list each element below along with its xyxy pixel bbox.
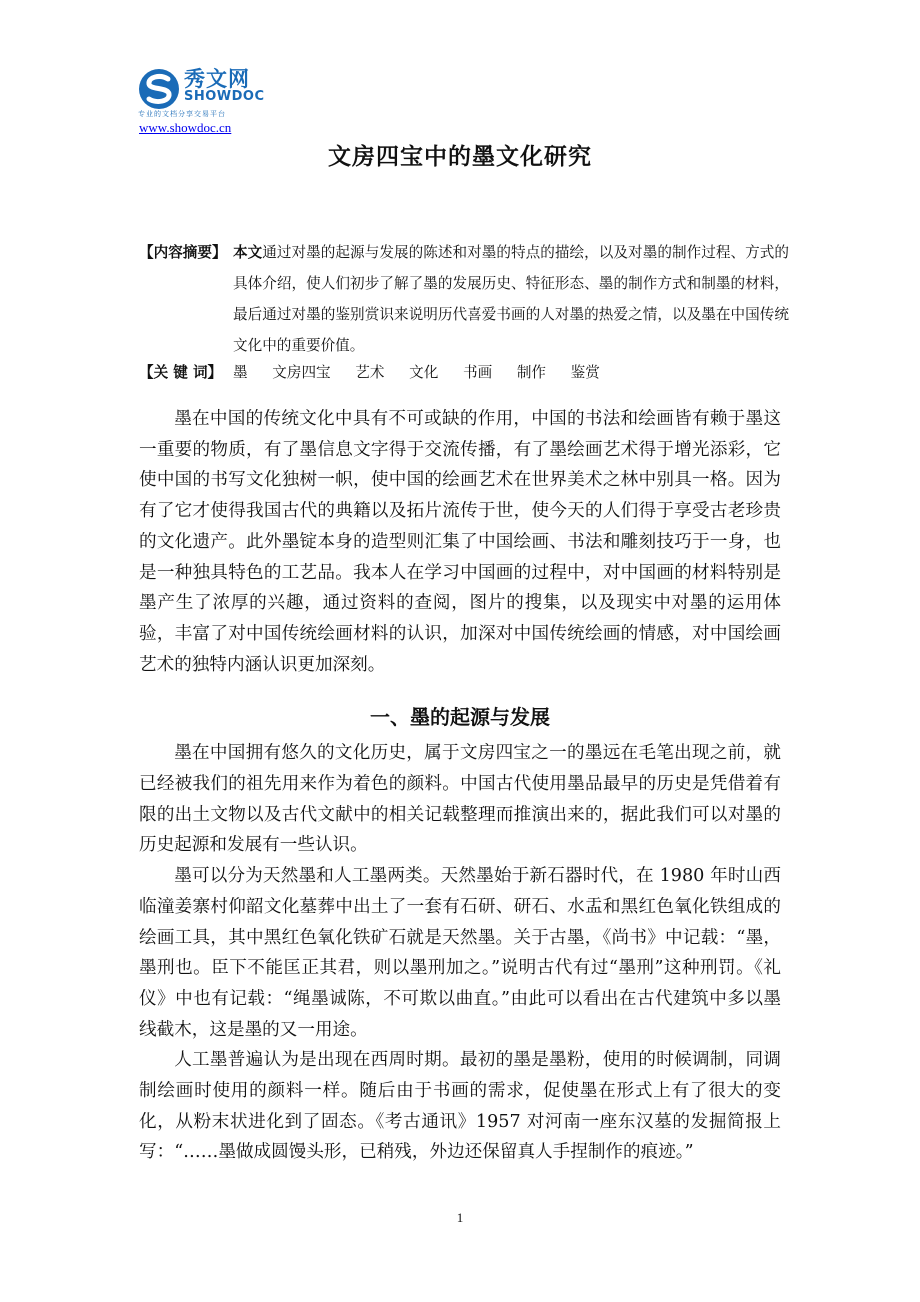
site-url-link[interactable]: www.showdoc.cn xyxy=(139,120,232,135)
keywords-list xyxy=(233,357,620,388)
section-heading: 一、墨的起源与发展 xyxy=(370,705,550,730)
body-paragraph: 人工墨普遍认为是出现在西周时期。最初的墨是墨粉，使用的时候调制，同调制绘画时使用的颜料一样。随后由于书画的需求，促使墨在形式上有了很大的变化，从粉末状进化到了固态。《考古通讯》1957 对河南一座东汉墓的发掘简报上写：“……墨做成圆馒头形，已稍残，外边还保留真人手捏制作的痕迹。” xyxy=(139,1050,781,1163)
logo-chinese-name: 秀文网 xyxy=(184,67,250,91)
keyword: 文房四宝 xyxy=(272,364,331,381)
abstract-row xyxy=(139,237,789,361)
keywords-row xyxy=(139,357,789,388)
body-paragraph: 墨在中国拥有悠久的文化历史，属于文房四宝之一的墨远在毛笔出现之前，就已经被我们的祖先用来作为着色的颜料。中国古代使用墨品最早的历史是凭借着有限的出土文物以及古代文献中的相关记载整理而推演出来的，据此我们可以对墨的历史起源和发展有一些认识。 xyxy=(139,743,781,856)
keyword: 制作 xyxy=(516,364,547,381)
showdoc-logo xyxy=(138,66,278,118)
document-body xyxy=(139,404,781,1168)
abstract-lead: 本文 xyxy=(233,244,263,261)
abstract-text: 通过对墨的起源与发展的陈述和对墨的特点的描绘，以及对墨的制作过程、方式的具体介绍，使人们初步了解了墨的发展历史、特征形态、墨的制作方式和制墨的材料，最后通过对墨的鉴别赏识来说明历代喜爱书画的人对墨的热爱之情，以及墨在中国传统文化中的重要价值。 xyxy=(233,244,789,354)
abstract-label: 【内容摘要】 xyxy=(139,244,227,261)
showdoc-s-logo-icon xyxy=(138,68,180,110)
keyword: 鉴赏 xyxy=(570,364,600,381)
keywords-label: 【关 键 词】 xyxy=(139,364,223,381)
abstract-body xyxy=(233,237,789,361)
body-paragraph: 墨可以分为天然墨和人工墨两类。天然墨始于新石器时代，在 1980 年时山西临潼姜寨村仰韶文化墓葬中出土了一套有石研、研石、水盂和黑红色氧化铁组成的绘画工具，其中黑红色氧化铁矿石就是天然墨。关于古墨，《尚书》中记载：“墨，墨刑也。臣下不能匡正其君，则以墨刑加之。”说明古代有过“墨刑”这种刑罚。《礼仪》中也有记载：“绳墨诚陈，不可欺以曲直。”由此可以看出在古代建筑中多以墨线截木，这是墨的又一用途。 xyxy=(139,866,781,1040)
keyword: 文化 xyxy=(409,364,439,381)
intro-paragraph: 墨在中国的传统文化中具有不可或缺的作用，中国的书法和绘画皆有赖于墨这一重要的物质，有了墨信息文字得于交流传播，有了墨绘画艺术得于增光添彩，它使中国的书写文化独树一帜，使中国的绘画艺术在世界美术之林中别具一格。因为有了它才使得我国古代的典籍以及拓片流传于世，使今天的人们得于享受古老珍贵的文化遗产。此外墨锭本身的造型则汇集了中国绘画、书法和雕刻技巧于一身，也是一种独具特色的工艺品。我本人在学习中国画的过程中，对中国画的材料特别是墨产生了浓厚的兴趣，通过资料的查阅，图片的搜集，以及现实中对墨的运用体验，丰富了对中国传统绘画材料的认识，加深对中国传统绘画的情感，对中国绘画艺术的独特内涵认识更加深刻。 xyxy=(139,409,781,675)
abstract-block xyxy=(139,237,789,388)
page-number: 1 xyxy=(456,1210,464,1225)
document-title: 文房四宝中的墨文化研究 xyxy=(328,143,592,170)
logo-english-name: SHOWDOC xyxy=(184,89,265,104)
keyword: 书画 xyxy=(462,364,493,381)
keyword: 墨 xyxy=(233,364,248,381)
logo-tagline: 专业的文档分享交易平台 xyxy=(138,110,226,118)
keyword: 艺术 xyxy=(355,364,385,381)
